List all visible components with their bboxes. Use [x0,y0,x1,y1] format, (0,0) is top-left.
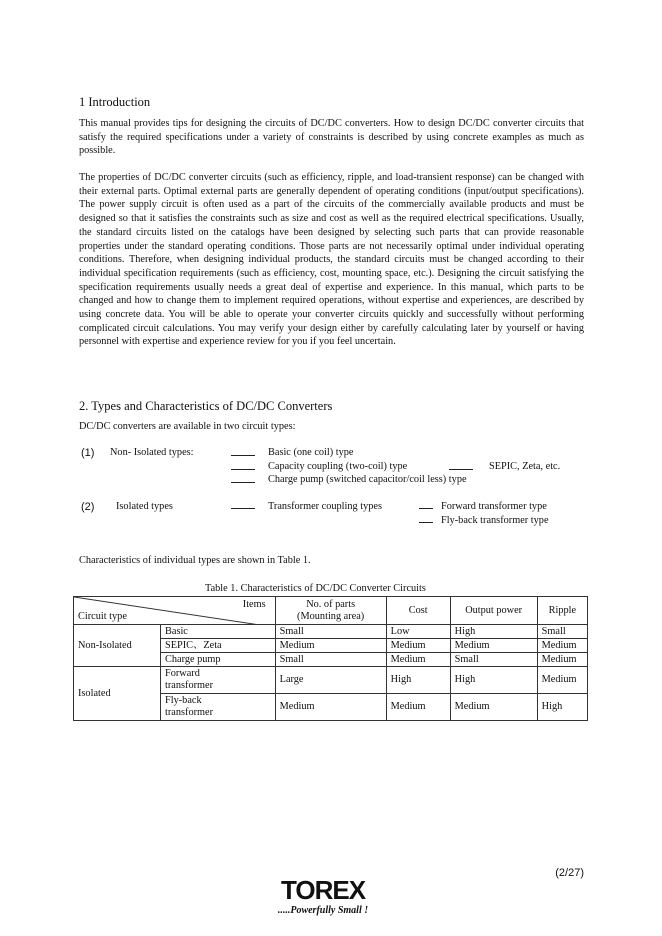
table-row [74,625,588,639]
header-corner-cell [74,597,276,625]
group-2-label: Isolated types [116,501,173,512]
cell-ripple: Medium [537,667,587,694]
intro-paragraph-1: This manual provides tips for designing the circuits of DC/DC converters. How to design DC/DC converter circuits that satisfy the required specifications under a variety of constraints is described by using concrete examples as much as possible. [79,118,584,157]
cell-parts: Small [275,653,386,667]
cell-parts: Small [275,625,386,639]
group-cell-isolated: Isolated [74,667,161,721]
cell-type: Charge pump [161,653,276,667]
logo-wordmark: TOREX [280,875,366,905]
connector-line [419,508,433,509]
connector-line [231,469,255,470]
cell-type-line2: transformer [165,680,214,691]
header-ripple: Ripple [537,597,587,625]
cell-type: Basic [161,625,276,639]
cell-cost: Medium [386,639,450,653]
connector-line [231,482,255,483]
section-2-intro: DC/DC converters are available in two circuit types: [79,421,296,432]
cell-output: Small [450,653,537,667]
type-flyback-transformer: Fly-back transformer type [441,515,549,526]
type-capacity-coupling: Capacity coupling (two-coil) type [268,461,408,472]
header-parts [275,597,386,625]
header-circuit-type: Circuit type [78,611,127,622]
table-intro: Characteristics of individual types are shown in Table 1. [79,555,311,566]
connector-line [231,508,255,509]
cell-cost: Medium [386,694,450,721]
group-2-number: (2) [81,501,95,513]
cell-ripple: Medium [537,639,587,653]
section-2-heading: 2. Types and Characteristics of DC/DC Converters [79,399,333,413]
characteristics-table [73,596,588,721]
cell-ripple: High [537,694,587,721]
type-forward-transformer: Forward transformer type [441,501,547,512]
cell-parts: Medium [275,694,386,721]
header-output: Output power [450,597,537,625]
cell-output: Medium [450,694,537,721]
type-charge-pump: Charge pump (switched capacitor/coil less) type [268,474,467,485]
group-1-label: Non- Isolated types: [110,447,194,458]
cell-type: SEPIC、Zeta [161,639,276,653]
cell-output: High [450,667,537,694]
cell-cost: Low [386,625,450,639]
torex-logo [263,877,383,916]
cell-type [161,694,276,721]
header-items: Items [242,599,266,610]
cell-output: High [450,625,537,639]
table-caption: Table 1. Characteristics of DC/DC Converter Circuits [205,583,426,594]
cell-parts: Large [275,667,386,694]
logo-tagline: .....Powerfully Small ! [277,905,369,916]
cell-ripple: Small [537,625,587,639]
cell-cost: Medium [386,653,450,667]
type-basic: Basic (one coil) type [268,447,354,458]
header-parts-line2: (Mounting area) [297,610,365,622]
page-number: (2/27) [555,867,584,879]
type-sepic-zeta: SEPIC, Zeta, etc. [489,461,561,472]
cell-type-line2: transformer [165,707,214,718]
cell-type-line1: Forward [165,668,200,679]
table-header-row [74,597,588,625]
cell-type [161,667,276,694]
cell-type-line1: Fly-back [165,695,202,706]
table-row [74,667,588,694]
group-1-number: (1) [81,447,95,459]
group-cell-non-isolated: Non-Isolated [74,625,161,667]
section-1-heading: 1 Introduction [79,95,151,109]
header-cost: Cost [386,597,450,625]
cell-parts: Medium [275,639,386,653]
connector-line [231,455,255,456]
cell-ripple: Medium [537,653,587,667]
cell-output: Medium [450,639,537,653]
connector-line [419,522,433,523]
cell-cost: High [386,667,450,694]
type-transformer-coupling: Transformer coupling types [268,501,383,512]
intro-paragraph-2: The properties of DC/DC converter circuits (such as efficiency, ripple, and load-transient response) can be changed with their external parts. Optimal external parts are generally dependent of operating conditions (input/output specifications). The power supply circuit is often used as a part of the circuits of the commercially available products and must be designed so that it satisfies the constraints such as size and cost as well as the required electrical specifications. Usually, the standard circuits listed on the catalogs have been designed by selecting such parts that can provide reasonable properties under the standard operating conditions. Those parts are not necessarily optimal under individual operating conditions. Therefore, when designing individual products, the standard circuits must be changed according to their individual specification requirements (such as efficiency, cost, mounting space, etc.). Designing the circuit satisfying the specification requirements usually needs a great deal of expertise and experience. In this manual, which parts to be changed and how to change them to implement required operations, without expertise and experiences, are described by using concrete data. You will be able to operate your converter circuits quickly and successfully without performing complicated circuit calculations. You may verify your design either by carefully calculating later by yourself or having personnel with expertise and experience review for you if you feel uncertain. [79,172,584,348]
connector-line [449,469,473,470]
header-parts-line1: No. of parts [306,598,356,610]
